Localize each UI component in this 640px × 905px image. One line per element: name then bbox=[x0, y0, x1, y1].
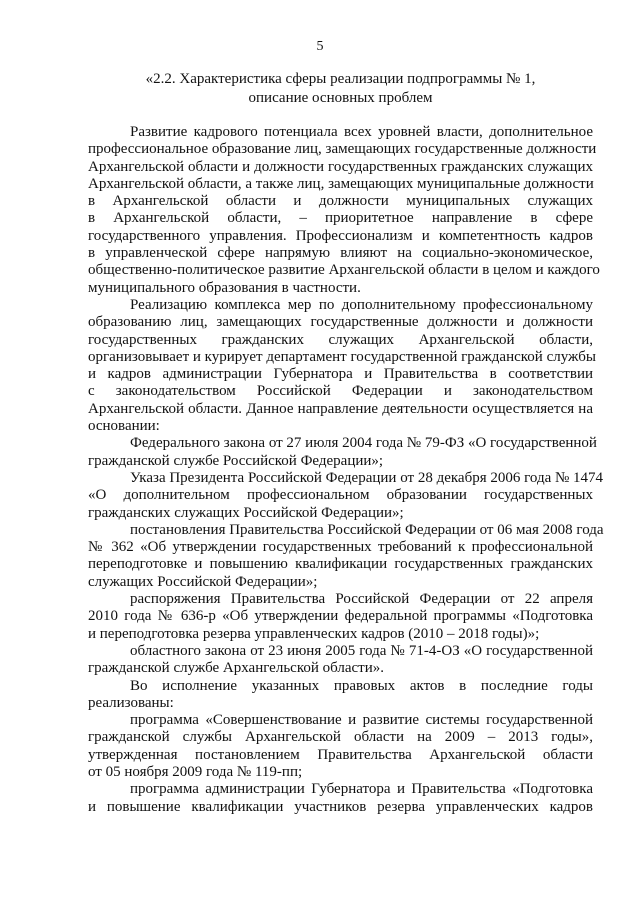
paragraph-line: от 05 ноября 2009 года № 119-пп; bbox=[88, 763, 303, 780]
section-heading bbox=[88, 70, 593, 108]
paragraph-line: государственных гражданских служащих Архангельской области, bbox=[88, 331, 593, 348]
paragraph-line: реализованы: bbox=[88, 694, 174, 711]
paragraph-line: в Архангельской области, – приоритетное направление в сфере bbox=[88, 210, 593, 227]
paragraph-line: гражданских служащих Российской Федерации»; bbox=[88, 504, 404, 521]
paragraph-line: служащих Российской Федерации»; bbox=[88, 573, 318, 590]
paragraph bbox=[88, 296, 596, 435]
paragraph-line: организовывает и курирует департамент государственной гражданской службы bbox=[88, 348, 596, 365]
paragraph-line: Реализацию комплекса мер по дополнительному профессиональному bbox=[130, 296, 593, 313]
paragraph-line: утвержденная постановлением Правительства Архангельской области bbox=[88, 746, 593, 763]
paragraph bbox=[88, 643, 593, 678]
paragraph-line: № 362 «Об утверждении государственных требований к профессиональной bbox=[88, 539, 593, 556]
paragraph-line: и переподготовка резерва управленческих кадров (2010 – 2018 годы)»; bbox=[88, 625, 540, 642]
paragraph-line: Архангельской области и должности государственных гражданских служащих bbox=[88, 158, 593, 175]
paragraph-line: в Архангельской области и должности муниципальных служащих bbox=[88, 193, 593, 210]
paragraph-line: распоряжения Правительства Российской Федерации от 22 апреля bbox=[130, 591, 593, 608]
paragraph-line: Указа Президента Российской Федерации от 28 декабря 2006 года № 1474 bbox=[130, 469, 604, 486]
body-text bbox=[88, 124, 604, 816]
paragraph-line: государственного управления. Профессионализм и компетентность кадров bbox=[88, 227, 593, 244]
paragraph bbox=[88, 678, 593, 713]
paragraph-line: и кадров администрации Губернатора и Правительства в соответствии bbox=[88, 366, 593, 383]
paragraph-line: 2010 года № 636-р «Об утверждении федеральной программы «Подготовка bbox=[88, 608, 593, 625]
paragraph-line: переподготовке и повышению квалификации государственных гражданских bbox=[88, 556, 593, 573]
paragraph-line: и повышение квалификации участников резерва управленческих кадров bbox=[88, 798, 593, 815]
paragraph-line: Архангельской области. Данное направление деятельности осуществляется на bbox=[88, 400, 593, 417]
paragraph-line: постановления Правительства Российской Федерации от 06 мая 2008 года bbox=[130, 521, 604, 538]
paragraph-line: гражданской службе Архангельской области». bbox=[88, 660, 385, 677]
paragraph-line: Развитие кадрового потенциала всех уровней власти, дополнительное bbox=[130, 124, 593, 140]
paragraph bbox=[88, 124, 600, 297]
paragraph-line: с законодательством Российской Федерации и законодательством bbox=[88, 383, 593, 400]
paragraph bbox=[88, 591, 593, 643]
section-heading-line-2: описание основных проблем bbox=[248, 90, 433, 106]
paragraph bbox=[88, 469, 604, 522]
paragraph bbox=[88, 712, 593, 781]
paragraph-line: программа администрации Губернатора и Правительства «Подготовка bbox=[130, 781, 593, 798]
paragraph-line: гражданской службы Архангельской области на 2009 – 2013 годы», bbox=[88, 729, 593, 746]
page-number: 5 bbox=[316, 39, 324, 54]
paragraph-line: Во исполнение указанных правовых актов в последние годы bbox=[130, 677, 593, 694]
paragraph-line: гражданской службе Российской Федерации»; bbox=[88, 452, 384, 469]
paragraph bbox=[88, 435, 597, 470]
paragraph-line: Архангельской области, а также лиц, замещающих муниципальные должности bbox=[88, 175, 594, 192]
section-heading-line-1: «2.2. Характеристика сферы реализации подпрограммы № 1, bbox=[145, 71, 536, 87]
paragraph-line: «О дополнительном профессиональном образовании государственных bbox=[88, 487, 593, 504]
paragraph bbox=[88, 521, 604, 591]
paragraph-line: муниципального образования в частности. bbox=[88, 279, 361, 296]
paragraph-line: областного закона от 23 июня 2005 года № 71-4-ОЗ «О государственной bbox=[130, 642, 593, 659]
paragraph-line: в управленческой сфере напрямую влияют на социально-экономическое, bbox=[88, 245, 593, 262]
paragraph-line: основании: bbox=[88, 418, 160, 435]
paragraph-line: Федерального закона от 27 июля 2004 года № 79-ФЗ «О государственной bbox=[130, 435, 597, 452]
paragraph-line: профессиональное образование лиц, замещающих государственные должности bbox=[88, 141, 597, 158]
paragraph-line: образованию лиц, замещающих государственные должности и должности bbox=[88, 314, 593, 331]
paragraph-line: программа «Совершенствование и развитие системы государственной bbox=[130, 712, 593, 729]
paragraph-line: общественно-политическое развитие Архангельской области в целом и каждого bbox=[88, 262, 600, 279]
paragraph bbox=[88, 781, 593, 816]
